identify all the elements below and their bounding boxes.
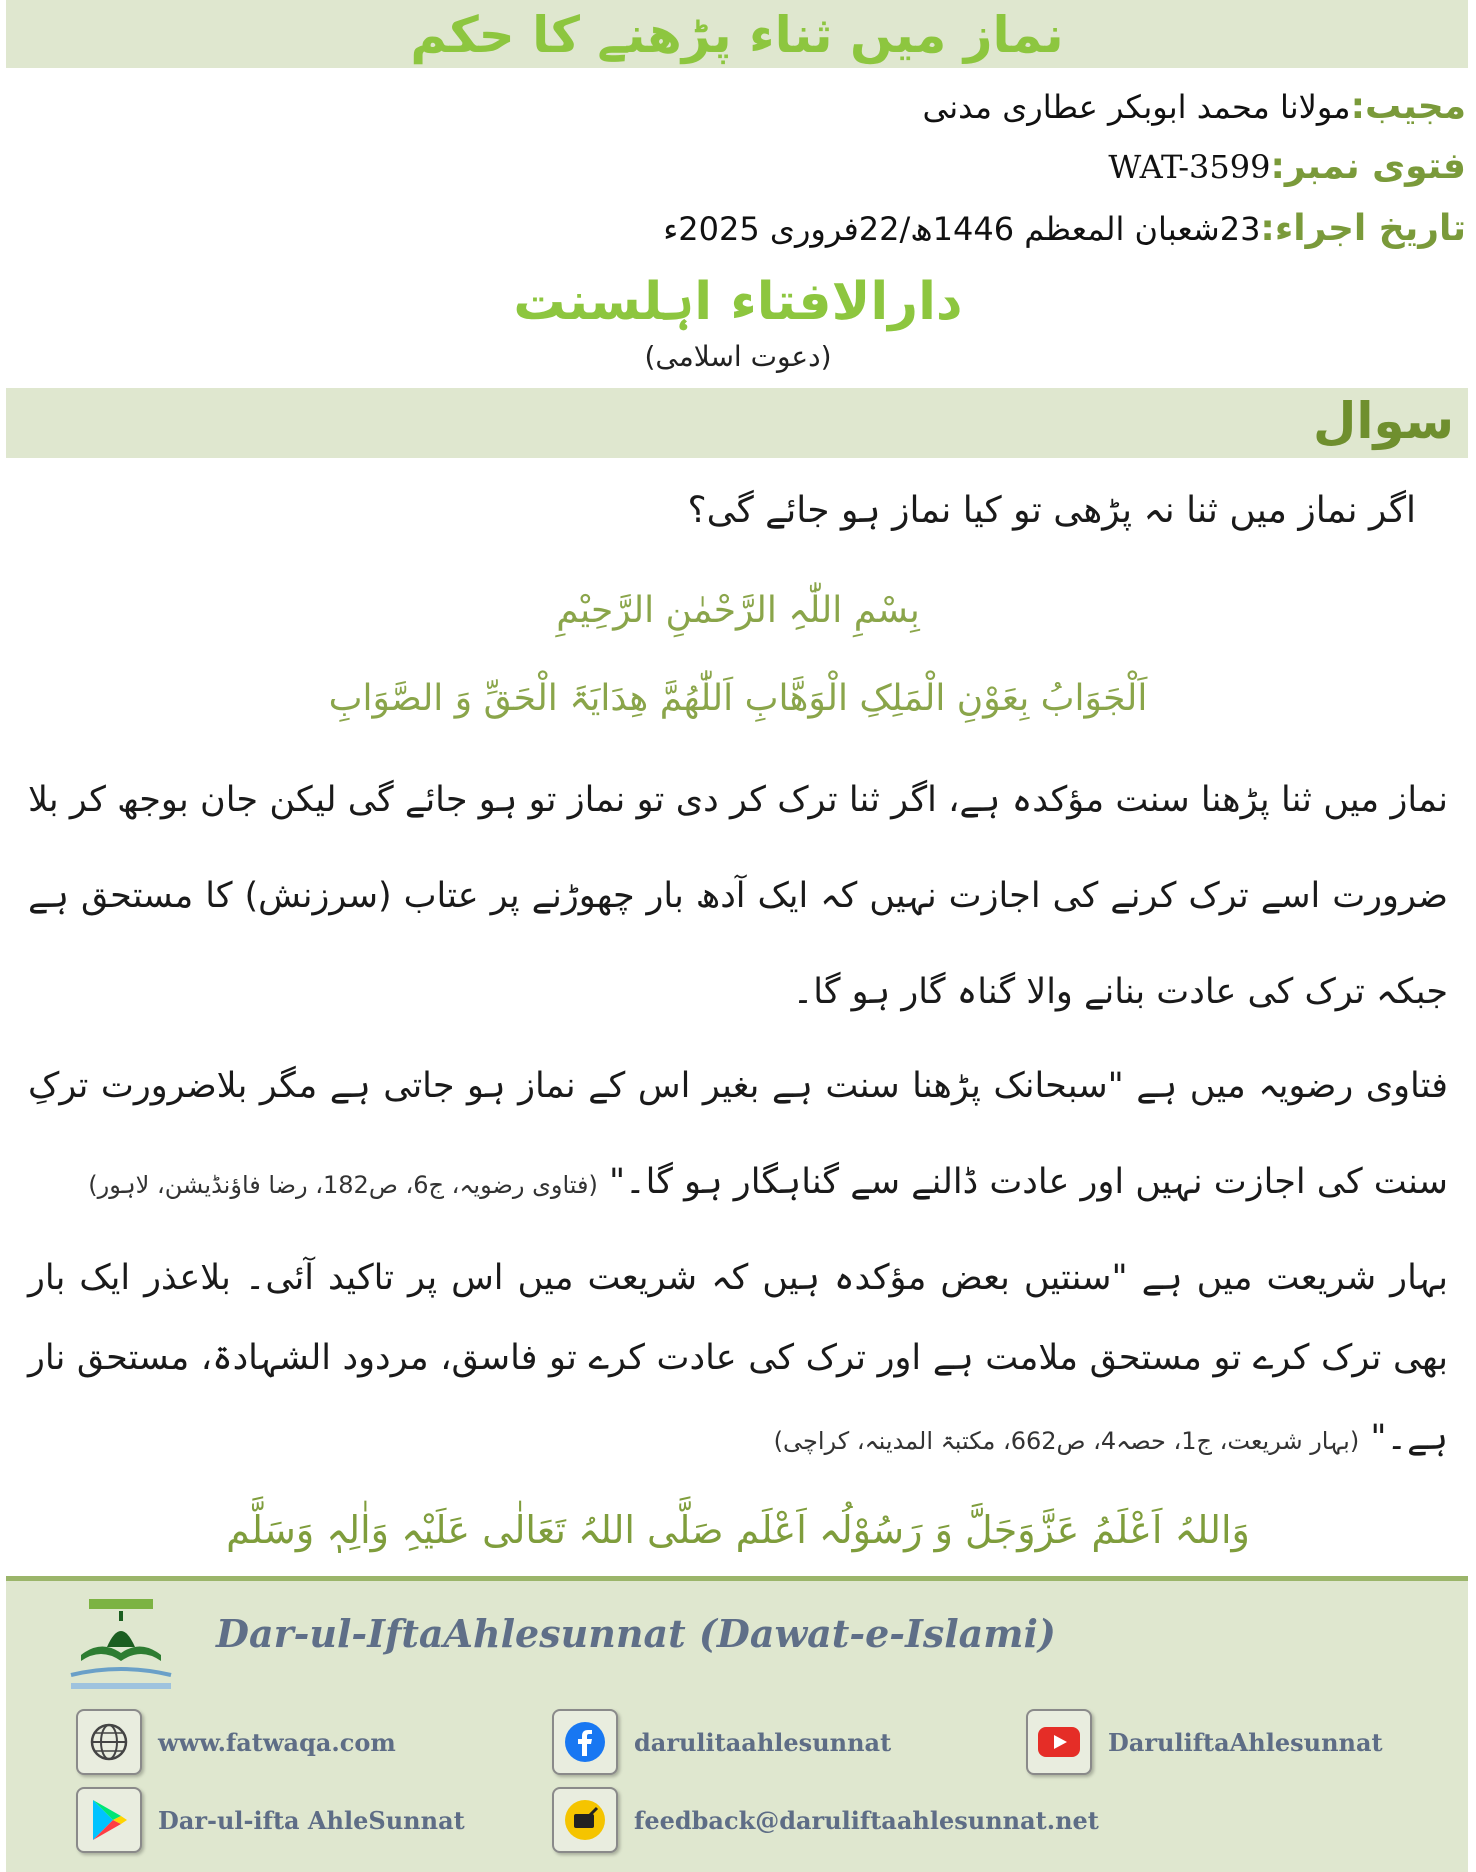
fatwa-number-row <box>1108 146 1466 187</box>
feedback-icon <box>552 1787 618 1853</box>
question-section-band <box>6 388 1468 458</box>
answer-paragraph-3-reference: (بہار شریعت، ج1، حصہ4، ص662، مکتبۃ المدینہ، کراچی) <box>773 1427 1360 1455</box>
answer-paragraph-2 <box>28 1038 1448 1233</box>
playstore-text: Dar-ul-ifta AhleSunnat <box>158 1805 465 1835</box>
closing-dua: وَاللہُ اَعْلَمُ عَزَّوَجَلَّ وَ رَسُوْلُہ اَعْلَم صَلَّی اللہُ تَعَالٰی عَلَیْہِ وَاٰلِہٖ وَسَلَّم <box>226 1508 1250 1552</box>
title-band <box>6 0 1468 68</box>
fatwa-number-value: WAT-3599 <box>1108 148 1271 186</box>
playstore-link[interactable] <box>76 1787 465 1853</box>
website-link[interactable] <box>76 1709 396 1775</box>
facebook-icon <box>552 1709 618 1775</box>
play-store-icon <box>76 1787 142 1853</box>
issue-date-row <box>663 208 1466 249</box>
fatwa-number-label: فتوی نمبر: <box>1270 146 1466 187</box>
youtube-link[interactable] <box>1026 1709 1383 1775</box>
institution-name: دارالافتاء اہلسنت <box>513 272 963 332</box>
brand-name: Dar-ul-IftaAhlesunnat (Dawat-e-Islami) <box>216 1611 1056 1656</box>
answer-paragraph-2-reference: (فتاوی رضویہ، ج6، ص182، رضا فاؤنڈیشن، لاہور) <box>88 1171 598 1199</box>
page-title: نماز میں ثناء پڑھنے کا حکم <box>410 6 1064 64</box>
question-text: اگر نماز میں ثنا نہ پڑھی تو کیا نماز ہو جائے گی؟ <box>687 490 1416 531</box>
globe-icon <box>76 1709 142 1775</box>
facebook-text: darulitaahlesunnat <box>634 1727 892 1757</box>
answer-paragraph-2-text: فتاوی رضویہ میں ہے "سبحانک پڑھنا سنت ہے بغیر اس کے نماز ہو جاتی ہے مگر بلاضرورت ترکِ سنت کی اجازت نہیں اور عادت ڈالنے سے گناہگار ہو گا۔" <box>28 1066 1448 1202</box>
issue-date-value: 23شعبان المعظم 1446ھ/22فروری 2025ء <box>663 210 1261 248</box>
youtube-icon <box>1026 1709 1092 1775</box>
mujeeb-value: مولانا محمد ابوبکر عطاری مدنی <box>922 88 1351 126</box>
answer-paragraph-3-text: بہار شریعت میں ہے "سنتیں بعض مؤکدہ ہیں کہ شریعت میں اس پر تاکید آئی۔ بلاعذر ایک بار بھی ترک کرے تو مستحق ملامت ہے اور ترک کی عادت کرے تو فاسق، مردود الشہادۃ، مستحق نار ہے۔" <box>28 1258 1448 1458</box>
mujeeb-label: مجیب: <box>1350 86 1466 127</box>
institution-subtitle: (دعوت اسلامی) <box>644 340 832 373</box>
answer-opening: اَلْجَوَابُ بِعَوْنِ الْمَلِکِ الْوَھَّابِ اَللّٰھُمَّ ھِدَایَۃَ الْحَقِّ وَ الصَّوَابِ <box>328 678 1148 719</box>
basmala: بِسْمِ اللّٰہِ الرَّحْمٰنِ الرَّحِیْمِ <box>556 590 920 631</box>
email-text: feedback@daruliftaahlesunnat.net <box>634 1805 1099 1835</box>
mujeeb-row <box>923 86 1466 127</box>
issue-date-label: تاریخ اجراء: <box>1260 208 1466 249</box>
facebook-link[interactable] <box>552 1709 891 1775</box>
website-text: www.fatwaqa.com <box>158 1727 396 1757</box>
institution-logo <box>61 1595 181 1705</box>
footer <box>6 1576 1468 1872</box>
question-heading: سوال <box>1312 392 1454 450</box>
youtube-text: DaruliftaAhlesunnat <box>1108 1727 1383 1757</box>
answer-paragraph-3 <box>28 1238 1448 1481</box>
answer-paragraph-1: نماز میں ثنا پڑھنا سنت مؤکدہ ہے، اگر ثنا ترک کر دی تو نماز تو ہو جائے گی لیکن جان بوجھ کر بلا ضرورت اسے ترک کرنے کی اجازت نہیں کہ ایک آدھ بار چھوڑنے پر عتاب (سرزنش) کا مستحق ہے جبکہ ترک کی عادت بنانے والا گناہ گار ہو گا۔ <box>28 780 1448 1012</box>
email-link[interactable] <box>552 1787 1099 1853</box>
